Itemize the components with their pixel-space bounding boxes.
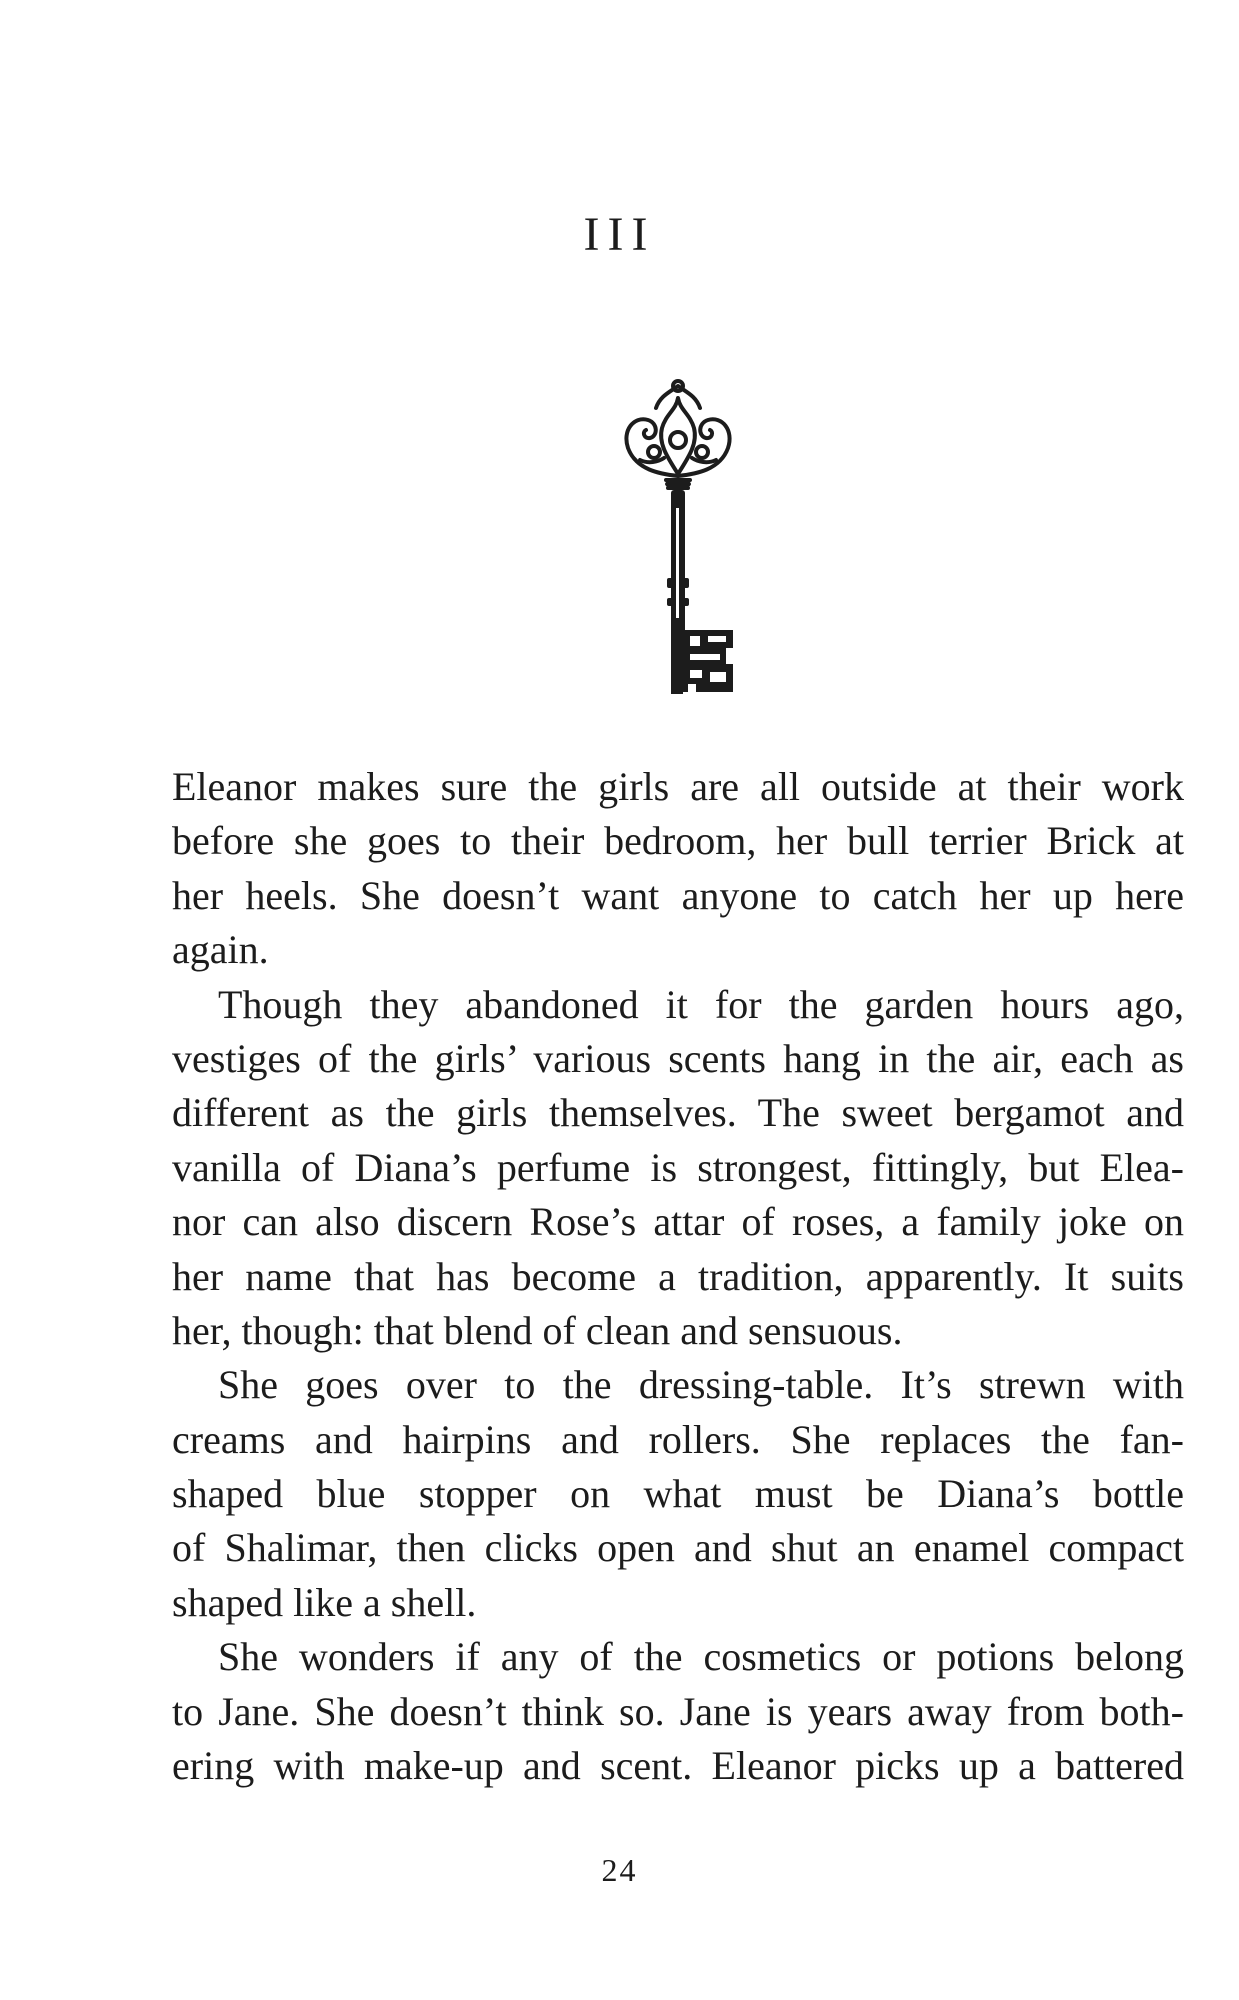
text-line: vanilla of Diana’s perfume is strongest, fittingly, but Elea- [172,1144,1184,1190]
text-line: ering with make-up and scent. Eleanor picks up a battered [172,1743,1184,1789]
text-line: shaped like a shell. [172,1579,477,1625]
text-line: vestiges of the girls’ various scents hang in the air, each as [172,1035,1184,1081]
text-line: again. [172,927,269,973]
text-line: her, though: that blend of clean and sensuous. [172,1307,903,1353]
text-line: creams and hairpins and rollers. She replaces the fan- [172,1416,1184,1462]
text-line: before she goes to their bedroom, her bull terrier Brick at [172,818,1184,864]
chapter-body-text [172,760,1184,1793]
text-line: different as the girls themselves. The sweet bergamot and [172,1090,1184,1136]
text-line: shaped blue stopper on what must be Diana’s bottle [172,1471,1184,1517]
text-line: She goes over to the dressing-table. It’s strewn with [218,1362,1184,1408]
chapter-number: III [583,208,656,261]
paragraph-2 [172,978,1184,1359]
antique-key-icon [618,378,738,698]
page-number: 24 [601,1852,638,1888]
text-line: She wonders if any of the cosmetics or potions belong [218,1634,1184,1680]
text-line: of Shalimar, then clicks open and shut an enamel compact [172,1525,1184,1571]
paragraph-3 [172,1358,1184,1630]
text-line: Though they abandoned it for the garden hours ago, [218,981,1184,1027]
text-line: her heels. She doesn’t want anyone to catch her up here [172,872,1184,918]
paragraph-1 [172,760,1184,978]
paragraph-4 [172,1630,1184,1793]
text-line: her name that has become a tradition, apparently. It suits [172,1253,1184,1299]
text-line: nor can also discern Rose’s attar of roses, a family joke on [172,1199,1184,1245]
text-line: to Jane. She doesn’t think so. Jane is years away from both- [172,1688,1184,1734]
text-line: Eleanor makes sure the girls are all outside at their work [172,764,1184,809]
